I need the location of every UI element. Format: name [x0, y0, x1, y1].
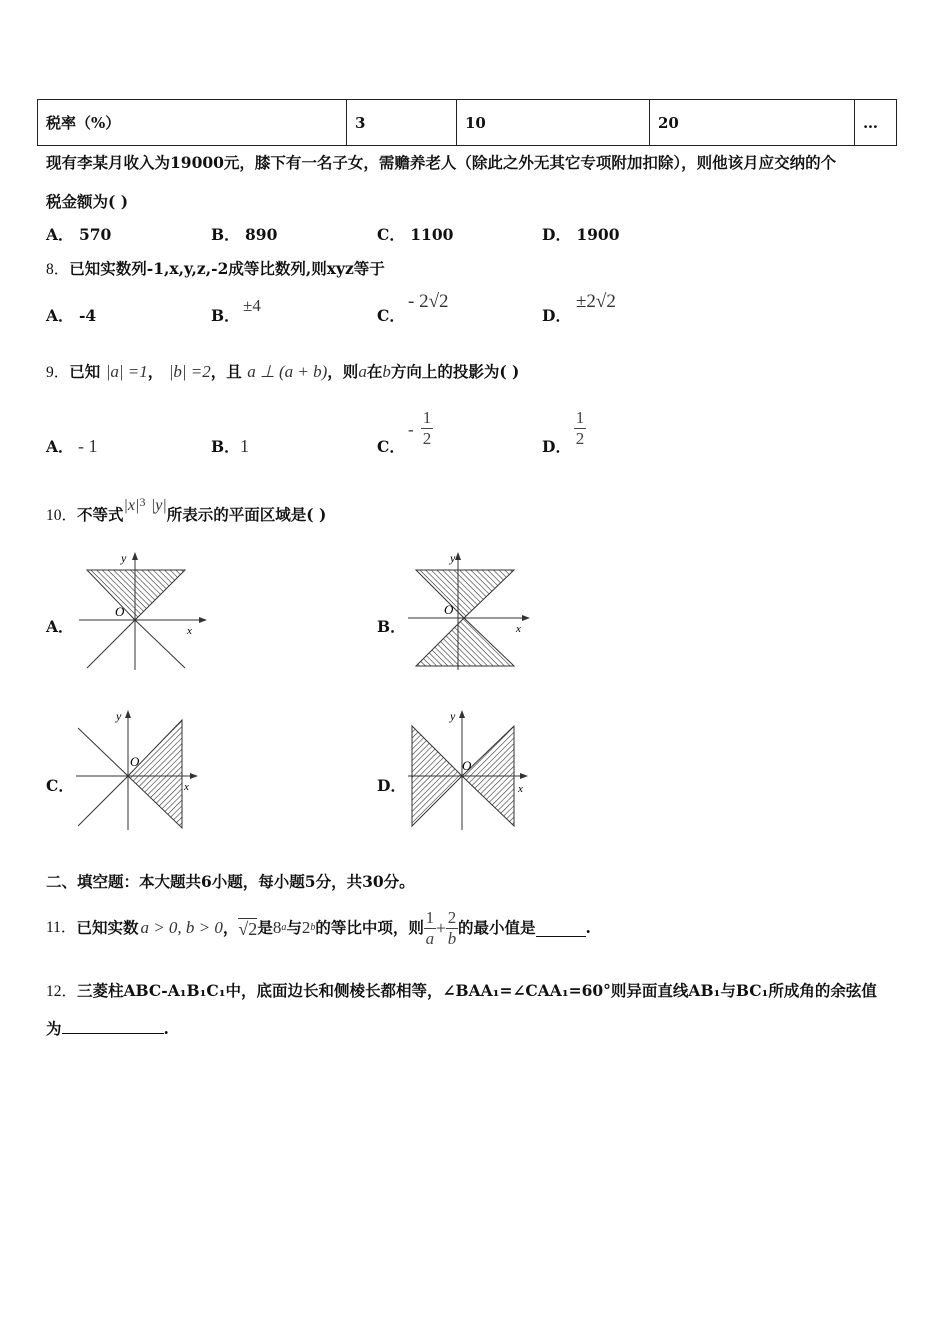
math-inequality-x: |x| — [123, 497, 140, 514]
q9-option-a-value: - 1 — [78, 436, 98, 456]
q9-option-b: B． — [211, 437, 240, 456]
origin-label: O — [462, 758, 472, 773]
q9-option-c-fraction: 1 2 — [422, 408, 432, 448]
table-cell: … — [855, 100, 897, 146]
q10-graph-a — [75, 548, 210, 673]
q8-option-c: C． — [377, 306, 405, 325]
q9-option-c-sign: - — [408, 420, 414, 439]
math-inequality-y: |y| — [150, 497, 167, 514]
math-condition: a > 0, b > 0 — [140, 918, 223, 937]
q9-option-a: A． — [46, 437, 74, 456]
axis-x-label: x — [518, 783, 523, 795]
q9-option-c: C． — [377, 437, 405, 456]
math-condition-b: |b| =2 — [168, 362, 211, 381]
q8-option-d: D． — [542, 306, 571, 325]
q10-option-a: A． — [46, 617, 74, 636]
math-fraction: $\frac{2}{b}$ — [447, 907, 457, 948]
q9-option-d-fraction: 1 2 — [575, 408, 585, 448]
q10-graph-c — [72, 706, 207, 834]
q10-option-c: C． — [46, 776, 74, 795]
q7-option-a: A． 570 — [46, 225, 112, 244]
q7-option-d: D． 1900 — [542, 225, 620, 244]
question-8 — [46, 257, 385, 279]
origin-label: O — [130, 754, 140, 769]
question-number: 8． — [46, 261, 70, 278]
q10-option-b: B． — [377, 617, 406, 636]
question-9: 9．已知 |a| =1， |b| =2，且 a ⊥ (a + b)，则a在b方向上的投影为( ) — [46, 362, 520, 381]
answer-blank[interactable] — [62, 1017, 164, 1034]
question-10: 10．不等式$|x|^3$ |y|所表示的平面区域是( ) — [46, 495, 327, 524]
q7-text-line2: 税金额为( ) — [46, 192, 129, 211]
q7-option-c: C． 1100 — [377, 225, 454, 244]
q8-option-a: A． -4 — [46, 306, 97, 325]
q10-graph-d — [404, 706, 539, 834]
origin-label: O — [115, 604, 125, 619]
axis-y-label: y — [450, 709, 456, 723]
section-heading: 二、填空题：本大题共6小题，每小题5分，共30分。 — [46, 872, 415, 891]
question-number: 10． — [46, 507, 78, 524]
q7-option-b: B． 890 — [211, 225, 278, 244]
math-fraction: $\frac{1}{a}$ — [425, 907, 435, 948]
question-text: 三菱柱ABC-A₁B₁C₁中，底面边长和侧棱长都相等，∠BAA₁=∠CAA₁=60°则异面直线AB₁与BC₁所成角的余弦值 — [77, 981, 877, 1000]
q9-option-d: D． — [542, 437, 571, 456]
math-condition-a: |a| =1 — [105, 362, 148, 381]
q8-option-b: B． — [211, 306, 240, 325]
answer-blank[interactable] — [536, 920, 586, 937]
axis-y-label: y — [116, 709, 122, 723]
question-12-line2: 为 . — [46, 1019, 169, 1038]
table-row — [38, 100, 897, 146]
table-cell: 3 — [347, 100, 457, 146]
q8-option-c-value: - 2√2 — [408, 291, 449, 312]
tax-rate-table — [37, 99, 897, 146]
question-11: 11． 已知实数 a > 0, b > 0 ， √2 是 8 a 与 2 b 的等比中项，则 $\frac{1}{a}$ + $\frac{2}{b}$ 的最小值是 . — [46, 900, 591, 956]
q7-text-line1: 现有李某月收入为19000元，膝下有一名子女，需赡养老人（除此之外无其它专项附加扣除），则他该月应交纳的个 — [46, 153, 837, 172]
axis-y-label: y — [121, 551, 127, 565]
math-condition-perp: a ⊥ (a + b) — [247, 362, 328, 381]
math-sqrt: √2 — [238, 918, 258, 939]
question-number: 12． — [46, 983, 78, 1000]
axis-x-label: x — [184, 781, 189, 793]
table-cell: 10 — [457, 100, 650, 146]
q10-graph-b — [404, 548, 539, 673]
question-number: 11． — [46, 919, 77, 936]
question-number: 9． — [46, 364, 70, 381]
origin-label: O — [444, 602, 454, 617]
q10-option-d: D． — [377, 776, 406, 795]
table-cell: 税率（%） — [38, 100, 347, 146]
question-12 — [46, 979, 877, 1001]
q8-option-d-value: ±2√2 — [576, 291, 616, 312]
math-inequality-rel: 3 — [139, 495, 146, 509]
question-text: 已知实数列-1,x,y,z,-2成等比数列,则xyz等于 — [69, 259, 385, 278]
axis-x-label: x — [516, 623, 521, 635]
table-cell: 20 — [650, 100, 855, 146]
axis-x-label: x — [187, 625, 192, 637]
q9-option-b-value: 1 — [240, 436, 249, 456]
axis-y-label: y — [450, 551, 456, 565]
q8-option-b-value: ±4 — [243, 296, 261, 315]
